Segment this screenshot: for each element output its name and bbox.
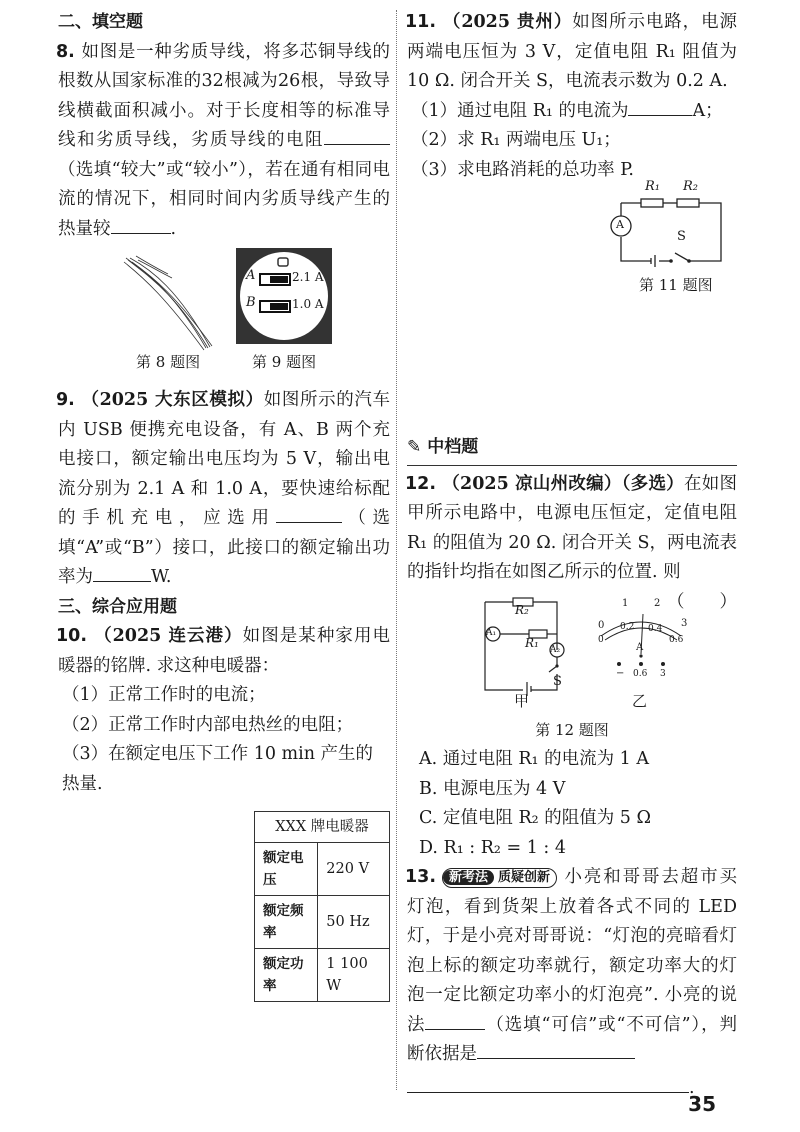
- figure-8-caption: 第 8 题图: [136, 353, 201, 371]
- dial-zero-top: 0: [598, 619, 605, 631]
- figures-8-9: [58, 248, 390, 382]
- dial-tick-bottom-2: 0.4: [648, 623, 663, 634]
- fig12-switch-label: S: [553, 673, 562, 689]
- figure-11: [407, 179, 737, 297]
- fig12-a1-label: A₁: [486, 627, 497, 638]
- section-fill-blank-heading: 二、填空题: [58, 12, 143, 32]
- pencil-icon: ✎: [407, 437, 422, 457]
- question-13-text-2: （选填“可信”或“不可信”），判断依据是: [407, 1014, 738, 1064]
- section-application-heading: 三、综合应用题: [58, 596, 177, 617]
- option-a[interactable]: A. 通过电阻 R₁ 的电流为 1 A: [419, 749, 649, 769]
- question-13-text-1: 小亮和哥哥去超市买灯泡，看到货架上放着各式不同的 LED 灯，于是小亮对哥哥说：“灯泡的亮暗看灯泡上标的额定功率就行，额定功率大的灯泡一定比额定功率小的灯泡亮”. 小亮的说法: [407, 867, 737, 1035]
- right-column: [407, 8, 737, 1103]
- question-8-blank-1[interactable]: [324, 126, 390, 145]
- figure-12-caption: 第 12 题图: [535, 720, 609, 739]
- question-13-blank-3[interactable]: [407, 1074, 689, 1093]
- port-b-current: 1.0 A: [292, 297, 324, 311]
- question-12-text: 在如图甲所示电路中，电源电压恒定，定值电阻 R₁ 的阻值为 20 Ω. 闭合开关 S，两电流表的指针均指在如图乙所示的位置. 则: [407, 473, 737, 582]
- question-11-sub-1-text: （1）通过电阻 R₁ 的电流为: [411, 100, 629, 121]
- question-10-source: （2025 连云港）: [93, 626, 243, 646]
- question-12-answer-paren[interactable]: （ ）: [667, 591, 737, 612]
- option-c[interactable]: C. 定值电阻 R₂ 的阻值为 5 Ω: [419, 808, 651, 828]
- question-12-number: 12.: [405, 473, 437, 494]
- question-10-text: 如图是某种家用电暖器的铭牌. 求这种电暖器：: [58, 626, 390, 676]
- dial-tick-top-2: 2: [654, 597, 661, 609]
- port-a-label: A: [246, 268, 256, 283]
- figure-11-caption: 第 11 题图: [639, 276, 713, 294]
- table-row: [255, 843, 390, 896]
- question-12-source: （2025 凉山州改编）（多选）: [442, 473, 684, 494]
- port-a-current: 2.1 A: [292, 270, 324, 284]
- dial-terminal-3: 3: [660, 668, 666, 679]
- nameplate-value: 1 100 W: [318, 949, 390, 1002]
- nameplate-key: 额定功率: [255, 949, 318, 1002]
- fig12-a2-label: A₂: [550, 644, 561, 655]
- dial-terminal-minus: −: [616, 667, 625, 679]
- question-9-text-2: （选填“A”或“B”）接口，此接口的额定输出功率为: [58, 508, 391, 587]
- question-9: [58, 386, 390, 593]
- question-13-blank-2[interactable]: [477, 1040, 635, 1059]
- fig11-r1-label: R₁: [645, 179, 660, 194]
- question-11-sub-1: [407, 97, 737, 127]
- dial-tick-top-3: 3: [681, 617, 688, 629]
- question-11: [407, 8, 737, 97]
- fig12-jia-label: 甲: [514, 691, 530, 710]
- question-10-sub-2: （2）正常工作时内部电热丝的电阻；: [62, 714, 354, 735]
- new-exam-badge: [442, 868, 557, 888]
- question-9-blank-1[interactable]: [276, 504, 342, 523]
- question-13: [407, 863, 737, 1070]
- wire-illustration: [116, 248, 236, 358]
- question-9-number: 9.: [56, 390, 75, 410]
- question-11-blank[interactable]: [628, 97, 692, 116]
- dial-tick-bottom-3: 0.6: [669, 634, 684, 645]
- dial-terminal-06: 0.6: [633, 668, 648, 679]
- spacer: [407, 297, 737, 433]
- circuit-11-diagram: [601, 191, 731, 273]
- question-8-text-1: 如图是一种劣质导线，将多芯铜导线的根数从国家标准的32根减为26根，导致导线横截面积减小。对于长度相等的标准导线和劣质导线，劣质导线的电阻: [58, 41, 390, 150]
- figure-9-caption: 第 9 题图: [252, 353, 317, 371]
- option-b[interactable]: B. 电源电压为 4 V: [419, 778, 566, 799]
- medium-level-heading: [407, 433, 737, 466]
- dial-tick-bottom-0: 0: [598, 634, 604, 645]
- question-13-blank-1[interactable]: [425, 1011, 485, 1030]
- question-9-blank-2[interactable]: [93, 563, 151, 582]
- option-d[interactable]: D. R₁ : R₂ = 1 : 4: [419, 837, 567, 858]
- nameplate-key: 额定频率: [255, 896, 318, 949]
- dial-tick-top-1: 1: [622, 597, 629, 609]
- medium-level-label: 中档题: [427, 437, 479, 457]
- question-11-sub-2: （2）求 R₁ 两端电压 U₁；: [411, 130, 621, 150]
- fig12-r2-label: R₂: [515, 602, 529, 617]
- page-number: 35: [688, 1092, 716, 1116]
- nameplate-value: 50 Hz: [318, 896, 390, 949]
- question-11-text: 如图所示电路，电源两端电压恒为 3 V，定值电阻 R₁ 阻值为 10 Ω. 闭合开关 S，电流表示数为 0.2 A.: [407, 12, 737, 91]
- column-divider: [396, 10, 397, 1090]
- question-8-number: 8.: [56, 41, 75, 62]
- figure-12: [407, 592, 737, 716]
- table-row: [255, 896, 390, 949]
- nameplate-key: 额定电压: [255, 843, 318, 896]
- question-9-text-1: 如图所示的汽车内 USB 便携充电设备，有 A、B 两个充电接口，额定输出电压均为 5 V，输出电流分别为 2.1 A 和 1.0 A，要快速给标配的手机充电，应选用: [58, 390, 390, 528]
- new-exam-badge-label: 新考法: [443, 870, 494, 885]
- left-column: [58, 8, 390, 1002]
- question-9-text-3: W.: [151, 567, 172, 587]
- question-10: [58, 622, 390, 681]
- question-10-sub-1: （1）正常工作时的电流；: [62, 685, 266, 705]
- table-row: [255, 949, 390, 1002]
- question-9-source: （2025 大东区模拟）: [80, 390, 264, 410]
- innovation-badge-label: 质疑创新: [498, 869, 551, 885]
- fig11-switch-label: S: [677, 229, 686, 244]
- question-11-number: 11.: [405, 12, 437, 32]
- question-8-blank-2[interactable]: [111, 215, 171, 234]
- fig11-ammeter-label: A: [616, 218, 624, 231]
- usb-charger-figure: [236, 248, 332, 344]
- question-10-number: 10.: [56, 626, 88, 646]
- question-8-text-2: （选填“较大”或“较小”），若在通有相同电流的情况下，相同时间内劣质导线产生的热量较: [58, 159, 390, 239]
- question-10-sub-3: （3）在额定电压下工作 10 min 产生的热量.: [62, 744, 374, 794]
- fig11-r2-label: R₂: [683, 179, 698, 194]
- question-11-sub-3: （3）求电路消耗的总功率 P.: [411, 159, 634, 180]
- dial-tick-bottom-1: 0.2: [620, 621, 635, 632]
- fig12-yi-label: 乙: [632, 691, 648, 710]
- question-8-text-3: .: [170, 218, 177, 239]
- heater-nameplate-table: [254, 811, 390, 1002]
- nameplate-value: 220 V: [318, 843, 390, 896]
- question-11-sub-1-unit: A；: [692, 100, 723, 121]
- question-11-source: （2025 贵州）: [442, 12, 573, 32]
- question-13-number: 13.: [405, 867, 437, 887]
- dial-unit-label: A: [636, 641, 644, 653]
- nameplate-title: XXX 牌电暖器: [255, 812, 390, 843]
- fig12-r1-label: R₁: [525, 635, 539, 650]
- question-13-text-3: .: [689, 1077, 695, 1098]
- port-b-label: B: [246, 295, 256, 310]
- question-8: [58, 38, 390, 245]
